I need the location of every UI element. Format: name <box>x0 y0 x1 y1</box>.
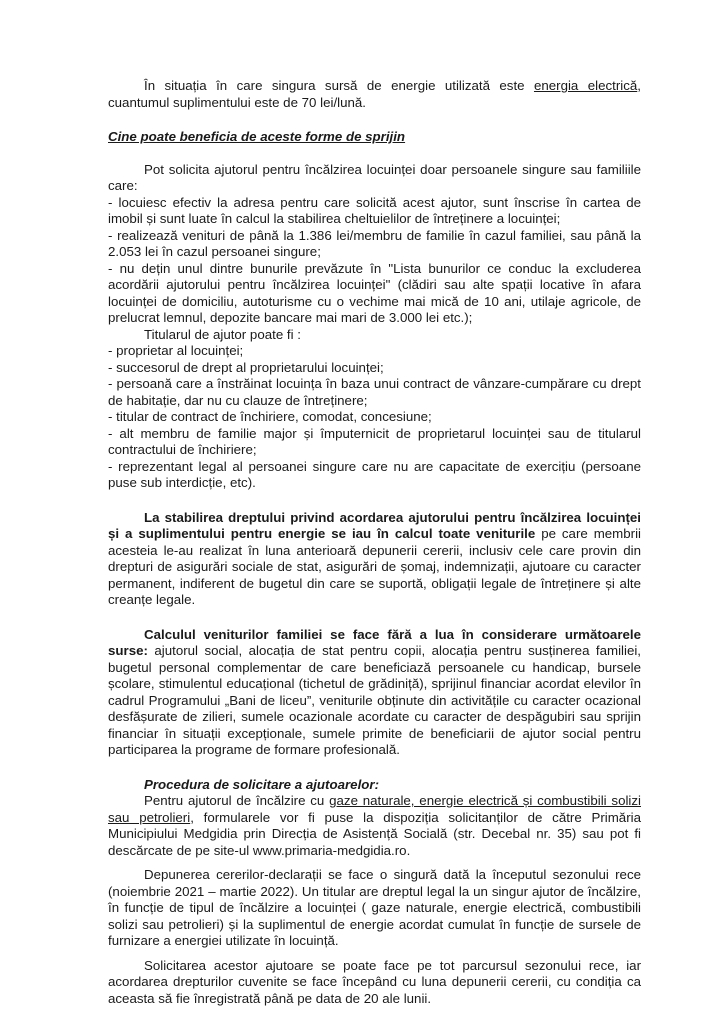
intro-paragraph: În situația în care singura sursă de energie utilizată este energia electrică, cuantumul suplimentului este de 70 lei/lună. <box>108 78 641 110</box>
condition-item: - locuiesc efectiv la adresa pentru care solicită acest ajutor, sunt înscrise în cartea de imobil și sunt luate în calcul la stabilirea cheltuielilor de întreținere a locuinței; <box>108 194 641 226</box>
titular-item: - succesorul de drept al proprietarului locuinței; <box>108 359 384 375</box>
titular-item: - proprietar al locuinței; <box>108 343 244 358</box>
venituri-paragraph: La stabilirea dreptului privind acordarea ajutorului pentru încălzirea locuinței și a suplimentului pentru energie se iau în calcul toate veniturile pe care membrii acesteia le-au realizat în luna anterioară depunerii cererii, inclusiv cele care provin din drepturi de asigurări sociale de stat, asigurări de șomaj, indemnizații, ajutoare cu caracter permanent, indiferent de bugetul din care se suportă, obligații legale de întreținere și alte creanțe legale. <box>108 509 641 607</box>
titular-item: - reprezentant legal al persoanei singure care nu are capacitate de exercițiu (persoane puse sub interdicție, etc). <box>108 458 641 490</box>
titular-item: - titular de contract de închiriere, comodat, concesiune; <box>108 409 432 424</box>
heating-types-underlined: gaze naturale, energie electrică și combustibili solizi sau petrolieri <box>108 793 641 825</box>
procedura-paragraph-3: Solicitarea acestor ajutoare se poate face pe tot parcursul sezonului rece, iar acordarea drepturilor cuvenite se face începând cu luna depunerii cererii, cu condiția ca aceasta să fie înregistrată până pe data de 20 ale lunii. <box>108 957 641 1006</box>
titular-item: - persoană care a înstrăinat locuința în baza unui contract de vânzare-cumpărare cu drept de habitație, dar nu cu clauze de întreținere; <box>108 376 641 408</box>
beneficiari-lead: Pot solicita ajutorul pentru încălzirea locuinței doar persoanele singure sau familiile care: <box>108 161 641 193</box>
venituri-excluse-paragraph: Calculul veniturilor familiei se face fără a lua în considerare următoarele surse: ajutorul social, alocația de stat pentru copii, alocația pentru susținerea familiei, bugetul personal complementar de care beneficiază persoanele cu handicap, bursele școlare, stimulentul educațional (tichetul de grădiniță), sprijinul financiar acordat elevilor în cadrul Programului „Bani de liceu”, veniturile obținute din activitățile cu caracter ocazional desfășurate de zilieri, sumele ocazionale acordate cu caracter de despăgubiri sau sprijin financiar în situații excepționale, sumele primite de beneficiarii de ajutor social pentru participarea la programe de formare profesională. <box>108 626 641 757</box>
energy-source-underlined: energia electrică <box>533 78 638 93</box>
titular-lead: Titularul de ajutor poate fi : <box>144 326 301 342</box>
condition-item: - nu dețin unul dintre bunurile prevăzute în "Lista bunurilor ce conduc la excluderea acordării ajutorului pentru încălzirea locuinței" (clădiri sau alte spații locative în afara locuinței de domiciliu, autoturisme cu o vechime mai mică de 10 ani, utilaje agricole, de prelucrat lemnul, depozite bancare mai mari de 3.000 lei etc.); <box>108 260 641 325</box>
section-heading-beneficiari: Cine poate beneficia de aceste forme de sprijin <box>108 129 406 144</box>
condition-item: - realizează venituri de până la 1.386 lei/membru de familie în cazul familiei, sau până la 2.053 lei în cazul persoanei singure; <box>108 227 641 259</box>
section-heading-procedura: Procedura de solicitare a ajutoarelor: <box>144 776 379 792</box>
procedura-paragraph-2: Depunerea cererilor-declarații se face o singură dată la începutul sezonului rece (noiembrie 2021 – martie 2022). Un titular are dreptul legal la un singur ajutor de încălzire, în funcție de tipul de încălzire a locuinței ( gaze naturale, energie electrică, combustibili solizi sau petrolieri) și la suplimentul de energie acordat cumulat în funcție de sursele de furnizare a energiei utilizate în locuință. <box>108 867 641 948</box>
procedura-paragraph-1: Pentru ajutorul de încălzire cu gaze naturale, energie electrică și combustibili solizi sau petrolieri, formularele vor fi puse la dispoziția solicitanților de către Primăria Municipiului Medgidia prin Direcția de Asistență Socială (str. Decebal nr. 35) sau pot fi descărcate de pe site-ul www.primaria-medgidia.ro. <box>108 793 641 858</box>
titular-item: - alt membru de familie major și împuternicit de proprietarul locuinței sau de titularul contractului de închiriere; <box>108 425 641 457</box>
